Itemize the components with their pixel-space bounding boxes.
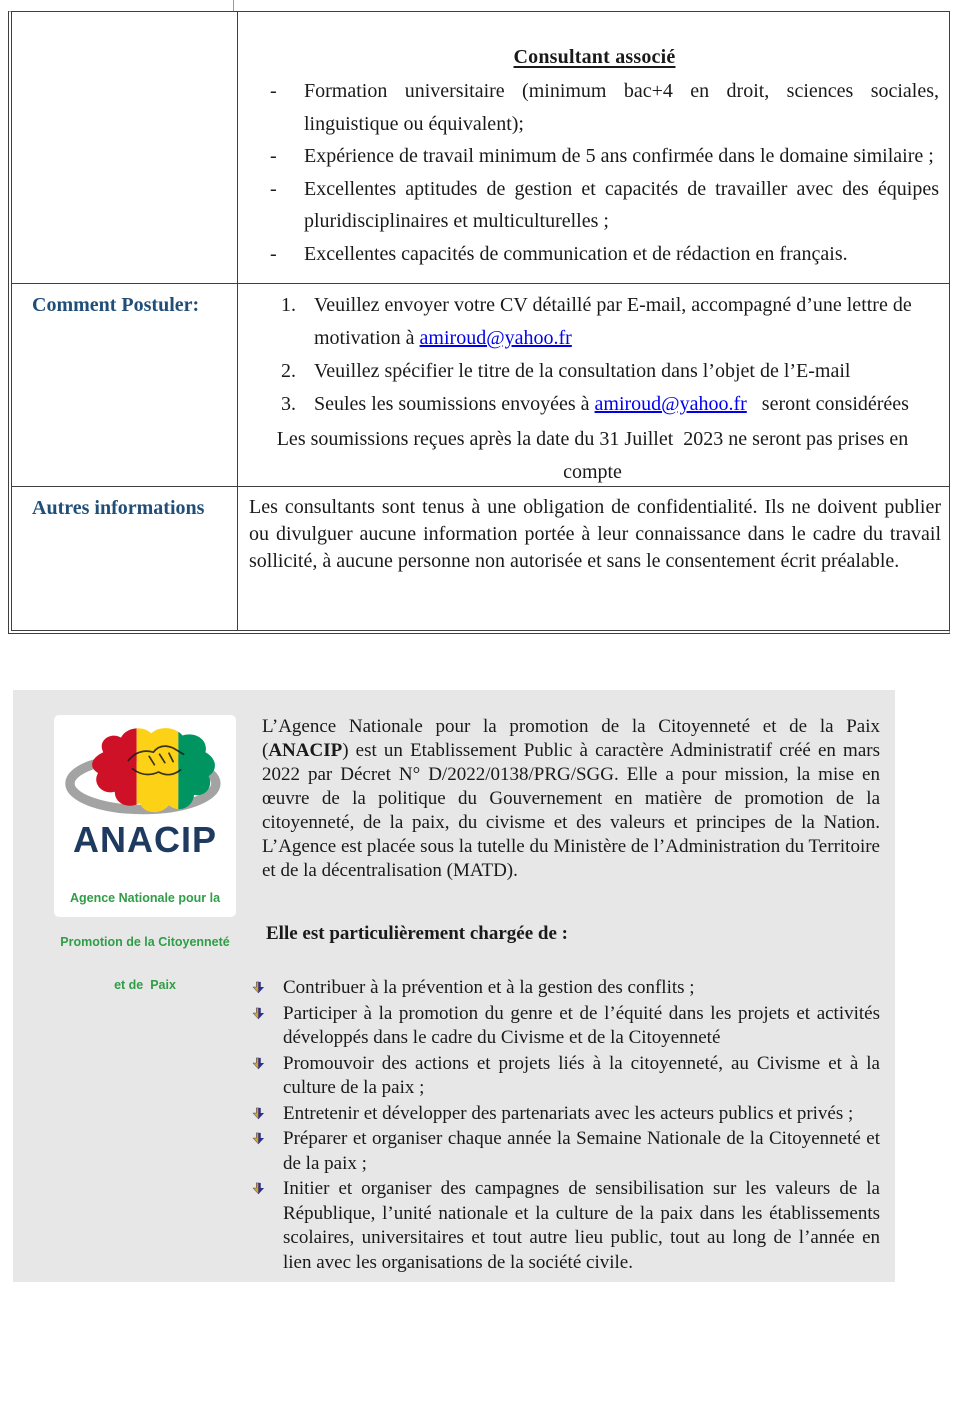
consultant-requirements-list [258, 75, 939, 270]
agency-intro-paragraph [262, 715, 880, 883]
apply-steps-list [281, 289, 941, 421]
email-link[interactable]: amiroud@yahoo.fr [594, 393, 747, 415]
missions-heading: Elle est particulièrement chargée de : [266, 923, 568, 944]
mission-text: Préparer et organiser chaque année la Semaine Nationale de la Citoyenneté et de la paix ; [283, 1128, 880, 1174]
mission-item [262, 1177, 880, 1275]
panel-content [262, 690, 895, 1275]
apply-step-text: Seules les soumissions envoyées à [314, 393, 595, 415]
row-consultant-content-cell [238, 12, 949, 284]
job-posting-table [8, 11, 950, 634]
logo-acronym: ANACIP [72, 819, 217, 860]
intro-acronym: ANACIP [268, 740, 343, 761]
logo-subtitle-line: Agence Nationale pour la [69, 891, 221, 905]
deadline-note: Les soumissions reçues après la date du 31 Juillet 2023 ne seront pas prises en compte [276, 428, 914, 483]
row-label-comment-postuler: Comment Postuler: [32, 294, 200, 316]
anacip-logo [54, 715, 236, 992]
apply-step [281, 388, 941, 421]
consultant-title: Consultant associé [513, 46, 676, 68]
bullet-arrow-icon [252, 1107, 265, 1120]
row-postuler-content-cell [238, 284, 949, 487]
mission-item [262, 1052, 880, 1101]
bullet-arrow-icon [252, 981, 265, 994]
bullet-arrow-icon [252, 1057, 265, 1070]
mission-text: Initier et organiser des campagnes de sensibilisation sur les valeurs de la République, l’unité nationale et la culture de la paix dans les établissements scolaires, universitaires et tout autre lieu public, tout au long de l’année en lien avec les organisations de la société civile. [283, 1178, 880, 1273]
anacip-info-panel [13, 690, 895, 1282]
row-label-autres-informations: Autres informations [32, 497, 205, 519]
row-consultant-label-cell [12, 12, 238, 284]
mission-text: Contribuer à la prévention et à la gestion des conflits ; [283, 977, 695, 998]
requirement-item: - Excellentes aptitudes de gestion et capacités de travailler avec des équipes pluridisciplinaires et multiculturelles ; [258, 173, 939, 238]
mission-text: Participer à la promotion du genre et de l’équité dans les projets et activités développés dans le cadre du Civisme et de la Citoyenneté [283, 1002, 880, 1048]
bullet-arrow-icon [252, 1132, 265, 1145]
guinea-map-icon [61, 723, 229, 821]
mission-text: Entretenir et développer des partenariats avec les acteurs publics et privés ; [283, 1102, 854, 1124]
apply-step [281, 289, 941, 355]
bullet-arrow-icon [252, 1007, 265, 1020]
apply-step-text: Veuillez spécifier le titre de la consultation dans l’objet de l’E-mail [314, 360, 851, 382]
mission-item [262, 1102, 880, 1127]
requirement-item: - Expérience de travail minimum de 5 ans confirmée dans le domaine similaire ; [258, 140, 939, 173]
requirement-item: - Formation universitaire (minimum bac+4 en droit, sciences sociales, linguistique ou équivalent); [258, 75, 939, 140]
mission-item [262, 976, 880, 1001]
logo-subtitle [54, 862, 236, 1022]
bullet-arrow-icon [252, 1182, 265, 1195]
confidentiality-paragraph: Les consultants sont tenus à une obligation de confidentialité. Ils ne doivent publier ou divulguer aucune information portée à leur connaissance dans le cadre du travail sollicité, à aucune personne non autorisée et sans le consentement écrit préalable. [249, 496, 941, 572]
requirement-item: - Excellentes capacités de communication et de rédaction en français. [258, 238, 939, 271]
row-autres-label-cell [12, 487, 238, 630]
email-link[interactable]: amiroud@yahoo.fr [419, 327, 572, 349]
mission-item [262, 1002, 880, 1051]
intro-text: ) est un Etablissement Public à caractère Administratif créé en mars 2022 par Décret N° D/2022/0138/PRG/SGG. Elle a pour mission, la mise en œuvre de la politique du Gouvernement en matière de promotion de la citoyenneté, de la paix, du civisme et des valeurs et principes de la Nation. L’Agence est placée sous la tutelle du Ministère de l’Administration du Territoire et de la décentralisation (MATD). [262, 740, 880, 881]
apply-step-text: seront considérées [746, 393, 909, 415]
row-autres-content-cell [238, 487, 949, 630]
mission-text: Promouvoir des actions et projets liés à la citoyenneté, au Civisme et à la culture de la paix ; [283, 1052, 880, 1098]
logo-subtitle-line: Promotion de la Citoyenneté [60, 934, 230, 949]
mission-item [262, 1127, 880, 1176]
logo-subtitle-line: et de Paix [114, 978, 176, 992]
missions-list [262, 976, 880, 1275]
intro-text: L’Agence Nationale pour la promotion de la Citoyenneté et de la Paix ( [262, 716, 880, 761]
apply-step-text: Veuillez envoyer votre CV détaillé par E-mail, accompagné d’une lettre de motivation à [314, 294, 912, 349]
row-postuler-label-cell [12, 284, 238, 487]
apply-step [281, 355, 941, 388]
